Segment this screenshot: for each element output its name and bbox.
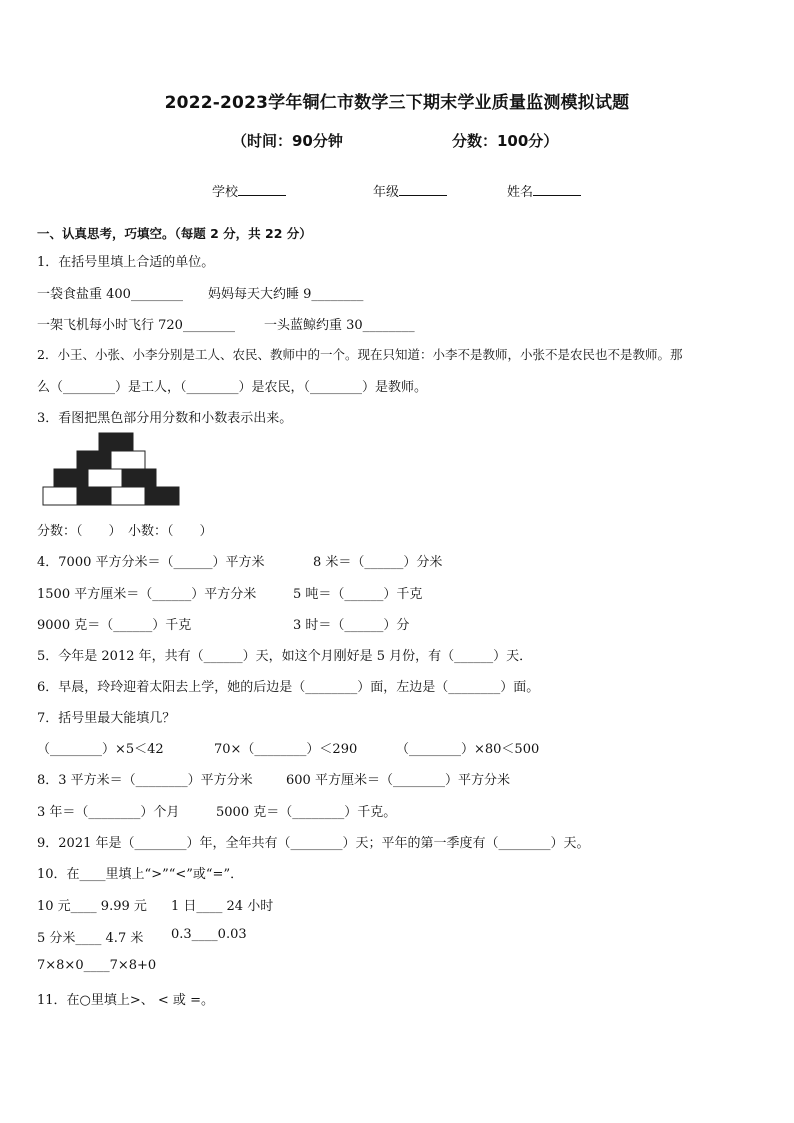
q10-item-b: 1 日____ 24 小时 bbox=[171, 899, 274, 914]
q1-item-a: 一袋食盐重 400________ bbox=[37, 287, 183, 302]
exam-score: 分数：100分） bbox=[452, 132, 559, 150]
question-2-line2: 么（________）是工人，（________）是农民，（________）是教师。 bbox=[37, 380, 428, 395]
brick-row2-1 bbox=[77, 451, 111, 469]
q1-item-c: 一架飞机每小时飞行 720________ bbox=[37, 318, 235, 333]
brick-row3-2 bbox=[88, 469, 122, 487]
brick-row3-3 bbox=[122, 469, 156, 487]
q7-item-c: （________）×80＜500 bbox=[396, 742, 540, 757]
brick-row4-3 bbox=[111, 487, 145, 505]
brick-row4-1 bbox=[43, 487, 77, 505]
brick-row2-2 bbox=[111, 451, 145, 469]
brick-row3-1 bbox=[54, 469, 88, 487]
brick-row4-2 bbox=[77, 487, 111, 505]
q7-item-a: （________）×5＜42 bbox=[37, 742, 164, 757]
q8-item-d: 5000 克＝（________）千克。 bbox=[216, 805, 397, 820]
q1-item-b: 妈妈每天大约睡 9________ bbox=[208, 287, 364, 302]
q8-item-a: 8．3 平方米＝（________）平方分米 bbox=[37, 773, 253, 788]
school-field: 学校 bbox=[212, 181, 286, 200]
brick-row1-1 bbox=[99, 433, 133, 451]
exam-time: （时间：90分钟 bbox=[232, 132, 343, 150]
question-9: 9．2021 年是（________）年，全年共有（________）天；平年的第一季度有（________）天。 bbox=[37, 836, 590, 851]
question-7: 7．括号里最大能填几？ bbox=[37, 711, 176, 726]
question-11: 11．在○里填上>、 < 或 =。 bbox=[37, 993, 214, 1008]
question-1: 1．在括号里填上合适的单位。 bbox=[37, 255, 215, 270]
q8-item-c: 3 年＝（________）个月 bbox=[37, 805, 180, 820]
q4-item-d: 5 吨＝（______）千克 bbox=[293, 587, 423, 602]
grade-field: 年级 bbox=[373, 181, 447, 200]
q3-answer: 分数：（ ） 小数：（ ） bbox=[37, 524, 213, 539]
question-6: 6．早晨，玲玲迎着太阳去上学，她的后边是（________）面，左边是（________）面。 bbox=[37, 680, 540, 695]
q1-item-d: 一头蓝鲸约重 30________ bbox=[264, 318, 415, 333]
q8-item-b: 600 平方厘米＝（________）平方分米 bbox=[286, 773, 510, 788]
q4-item-f: 3 时＝（______）分 bbox=[293, 618, 410, 633]
section-heading: 一、认真思考，巧填空。（每题 2 分，共 22 分） bbox=[37, 226, 312, 241]
q7-item-b: 70×（________）＜290 bbox=[214, 742, 358, 757]
question-10: 10．在____里填上“>”“<”或“=”． bbox=[37, 867, 244, 882]
q10-item-a: 10 元____ 9.99 元 bbox=[37, 899, 147, 914]
q4-item-e: 9000 克＝（______）千克 bbox=[37, 618, 192, 633]
brick-pyramid-figure bbox=[41, 432, 181, 506]
question-5: 5．今年是 2012 年，共有（______）天，如这个月刚好是 5 月份，有（______）天． bbox=[37, 649, 533, 664]
exam-title: 2022-2023学年铜仁市数学三下期末学业质量监测模拟试题 bbox=[164, 93, 630, 113]
question-3: 3．看图把黑色部分用分数和小数表示出来。 bbox=[37, 411, 293, 426]
q10-item-d: 0.3____0.03 bbox=[171, 927, 247, 942]
q4-item-b: 8 米＝（______）分米 bbox=[313, 555, 443, 570]
q10-item-c: 5 分米____ 4.7 米 bbox=[37, 931, 144, 946]
name-field: 姓名 bbox=[507, 181, 581, 200]
q4-item-a: 4．7000 平方分米＝（______）平方米 bbox=[37, 555, 265, 570]
q10-item-e: 7×8×0____7×8+0 bbox=[37, 958, 157, 973]
brick-row4-4 bbox=[145, 487, 179, 505]
question-2-line1: 2．小王、小张、小李分别是工人、农民、教师中的一个。现在只知道：小李不是教师，小张不是农民也不是教师。那 bbox=[37, 347, 683, 362]
q4-item-c: 1500 平方厘米＝（______）平方分米 bbox=[37, 587, 257, 602]
